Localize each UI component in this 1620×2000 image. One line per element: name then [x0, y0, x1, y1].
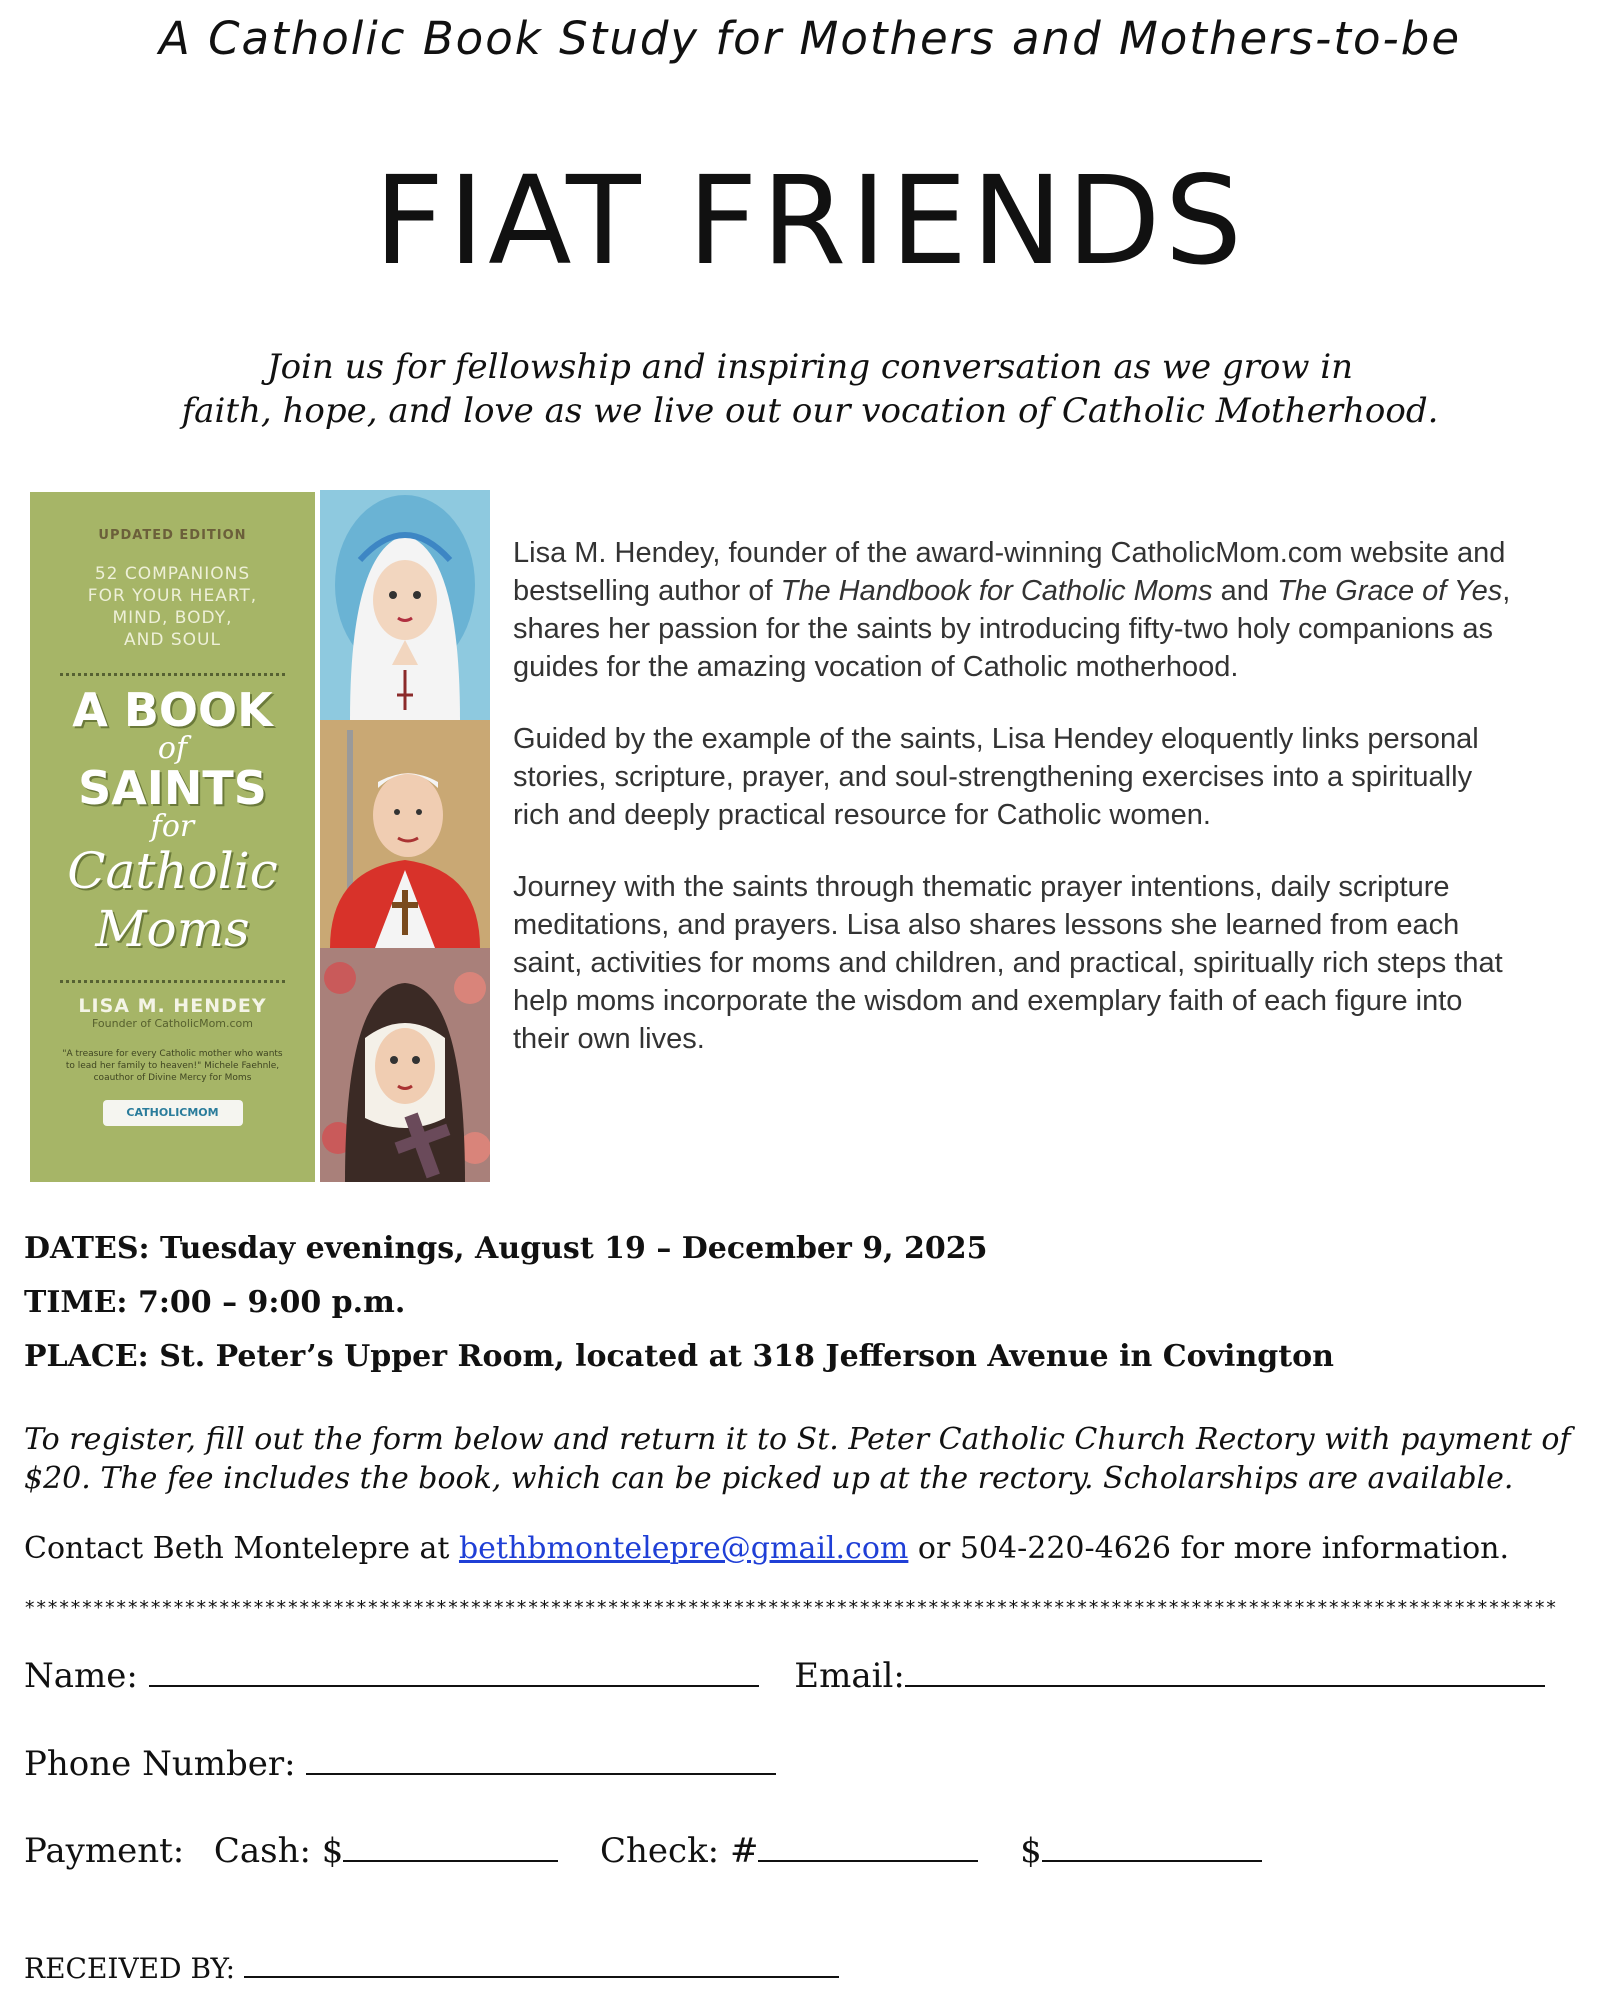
description-paragraph	[513, 534, 1513, 686]
name-label: Name:	[24, 1656, 138, 1696]
cover-subtitle-line: AND SOUL	[124, 630, 221, 650]
contact-suffix: or 504-220-4626 for more information.	[908, 1531, 1510, 1566]
received-label: RECEIVED BY:	[24, 1952, 235, 1985]
event-time: TIME: 7:00 – 9:00 p.m.	[24, 1285, 406, 1320]
form-row-received	[24, 1950, 1594, 1985]
cover-title-word: Catholic	[67, 842, 278, 900]
check-amount-label: $	[1020, 1831, 1042, 1871]
phone-label: Phone Number:	[24, 1744, 296, 1784]
cover-title-word: SAINTS	[78, 761, 267, 815]
event-dates: DATES: Tuesday evenings, August 19 – December 9, 2025	[24, 1231, 988, 1266]
description-paragraph: Journey with the saints through thematic prayer intentions, daily scripture meditations, and prayers. Lisa also shares lessons she learned from each saint, activities for moms and children, and practical, spiritually rich steps that help moms incorporate the wisdom and exemplary faith of each figure into their own lives.	[513, 871, 1503, 1055]
cover-title-word: Moms	[95, 900, 250, 958]
cover-title-word: of	[157, 731, 188, 766]
registration-instructions: To register, fill out the form below and return it to St. Peter Catholic Church Rectory with payment of $20. The fee includes the book, which can be picked up at the rectory. Scholarships are available.	[24, 1422, 1571, 1496]
divider: **************************************************************************************************************************************	[24, 1597, 1557, 1619]
book-title: The Handbook for Catholic Moms	[780, 575, 1213, 607]
saint-illustration-teresa	[320, 490, 490, 720]
saint-illustration-therese	[320, 948, 490, 1182]
book-title: The Grace of Yes	[1277, 575, 1503, 607]
check-number-field[interactable]	[758, 1830, 978, 1862]
intro-text	[0, 345, 1620, 433]
cover-title-word: A BOOK	[72, 683, 273, 737]
email-field[interactable]	[905, 1655, 1545, 1687]
form-row-name-email	[24, 1655, 1594, 1696]
catholicmom-logo: CATHOLICMOM	[103, 1100, 243, 1126]
payment-label: Payment:	[24, 1831, 185, 1871]
cover-title-word: for	[150, 809, 195, 844]
cover-author-sub: Founder of CatholicMom.com	[92, 1017, 253, 1030]
cover-subtitle-line: FOR YOUR HEART,	[87, 586, 258, 606]
event-details	[24, 1222, 1524, 1384]
cover-subtitle-line: MIND, BODY,	[112, 608, 233, 628]
description-text: Lisa M. Hendey, founder of the award-winning CatholicMom.com website and bestselling author of	[513, 537, 1506, 607]
cash-label: Cash: $	[213, 1831, 344, 1871]
check-amount-field[interactable]	[1042, 1830, 1262, 1862]
tagline: A Catholic Book Study for Mothers and Mothers-to-be	[158, 12, 1461, 65]
received-by-field[interactable]	[244, 1950, 839, 1978]
form-row-phone	[24, 1743, 1594, 1784]
page-title: FIAT FRIENDS	[373, 150, 1247, 292]
check-label: Check: #	[600, 1831, 759, 1871]
cover-rule	[60, 673, 285, 676]
event-place: PLACE: St. Peter’s Upper Room, located at 318 Jefferson Avenue in Covington	[24, 1339, 1334, 1374]
contact-email-link[interactable]: bethbmontelepre@gmail.com	[458, 1531, 909, 1566]
book-description	[513, 534, 1513, 1092]
book-cover	[30, 492, 315, 1182]
cover-rule	[60, 980, 285, 983]
description-text: , shares her passion for the saints by introducing fifty-two holy companions as guides for the amazing vocation of Catholic motherhood.	[513, 575, 1511, 683]
cover-author: LISA M. HENDEY	[78, 995, 267, 1017]
saint-illustrations	[320, 490, 490, 1182]
contact-line	[24, 1531, 1604, 1566]
description-paragraph: Guided by the example of the saints, Lisa Hendey eloquently links personal stories, scripture, prayer, and soul-strengthening exercises into a spiritually rich and deeply practical resource for Catholic women.	[513, 723, 1479, 831]
saint-illustration-john-paul	[320, 720, 490, 948]
phone-field[interactable]	[306, 1743, 776, 1775]
intro-line-2: faith, hope, and love as we live out our vocation of Catholic Motherhood.	[181, 391, 1439, 431]
email-label: Email:	[794, 1656, 905, 1696]
cover-subtitle	[30, 563, 315, 651]
cover-edition: UPDATED EDITION	[98, 528, 247, 543]
description-text: and	[1212, 575, 1278, 607]
name-field[interactable]	[149, 1655, 759, 1687]
cash-amount-field[interactable]	[343, 1830, 558, 1862]
cover-subtitle-line: 52 COMPANIONS	[94, 564, 251, 584]
form-row-payment	[24, 1830, 1594, 1871]
contact-prefix: Contact Beth Montelepre at	[24, 1531, 459, 1566]
intro-line-1: Join us for fellowship and inspiring conversation as we grow in	[266, 347, 1354, 387]
cover-quote: "A treasure for every Catholic mother who wants to lead her family to heaven!" Michele Faehnle, coauthor of Divine Mercy for Moms	[62, 1049, 283, 1083]
